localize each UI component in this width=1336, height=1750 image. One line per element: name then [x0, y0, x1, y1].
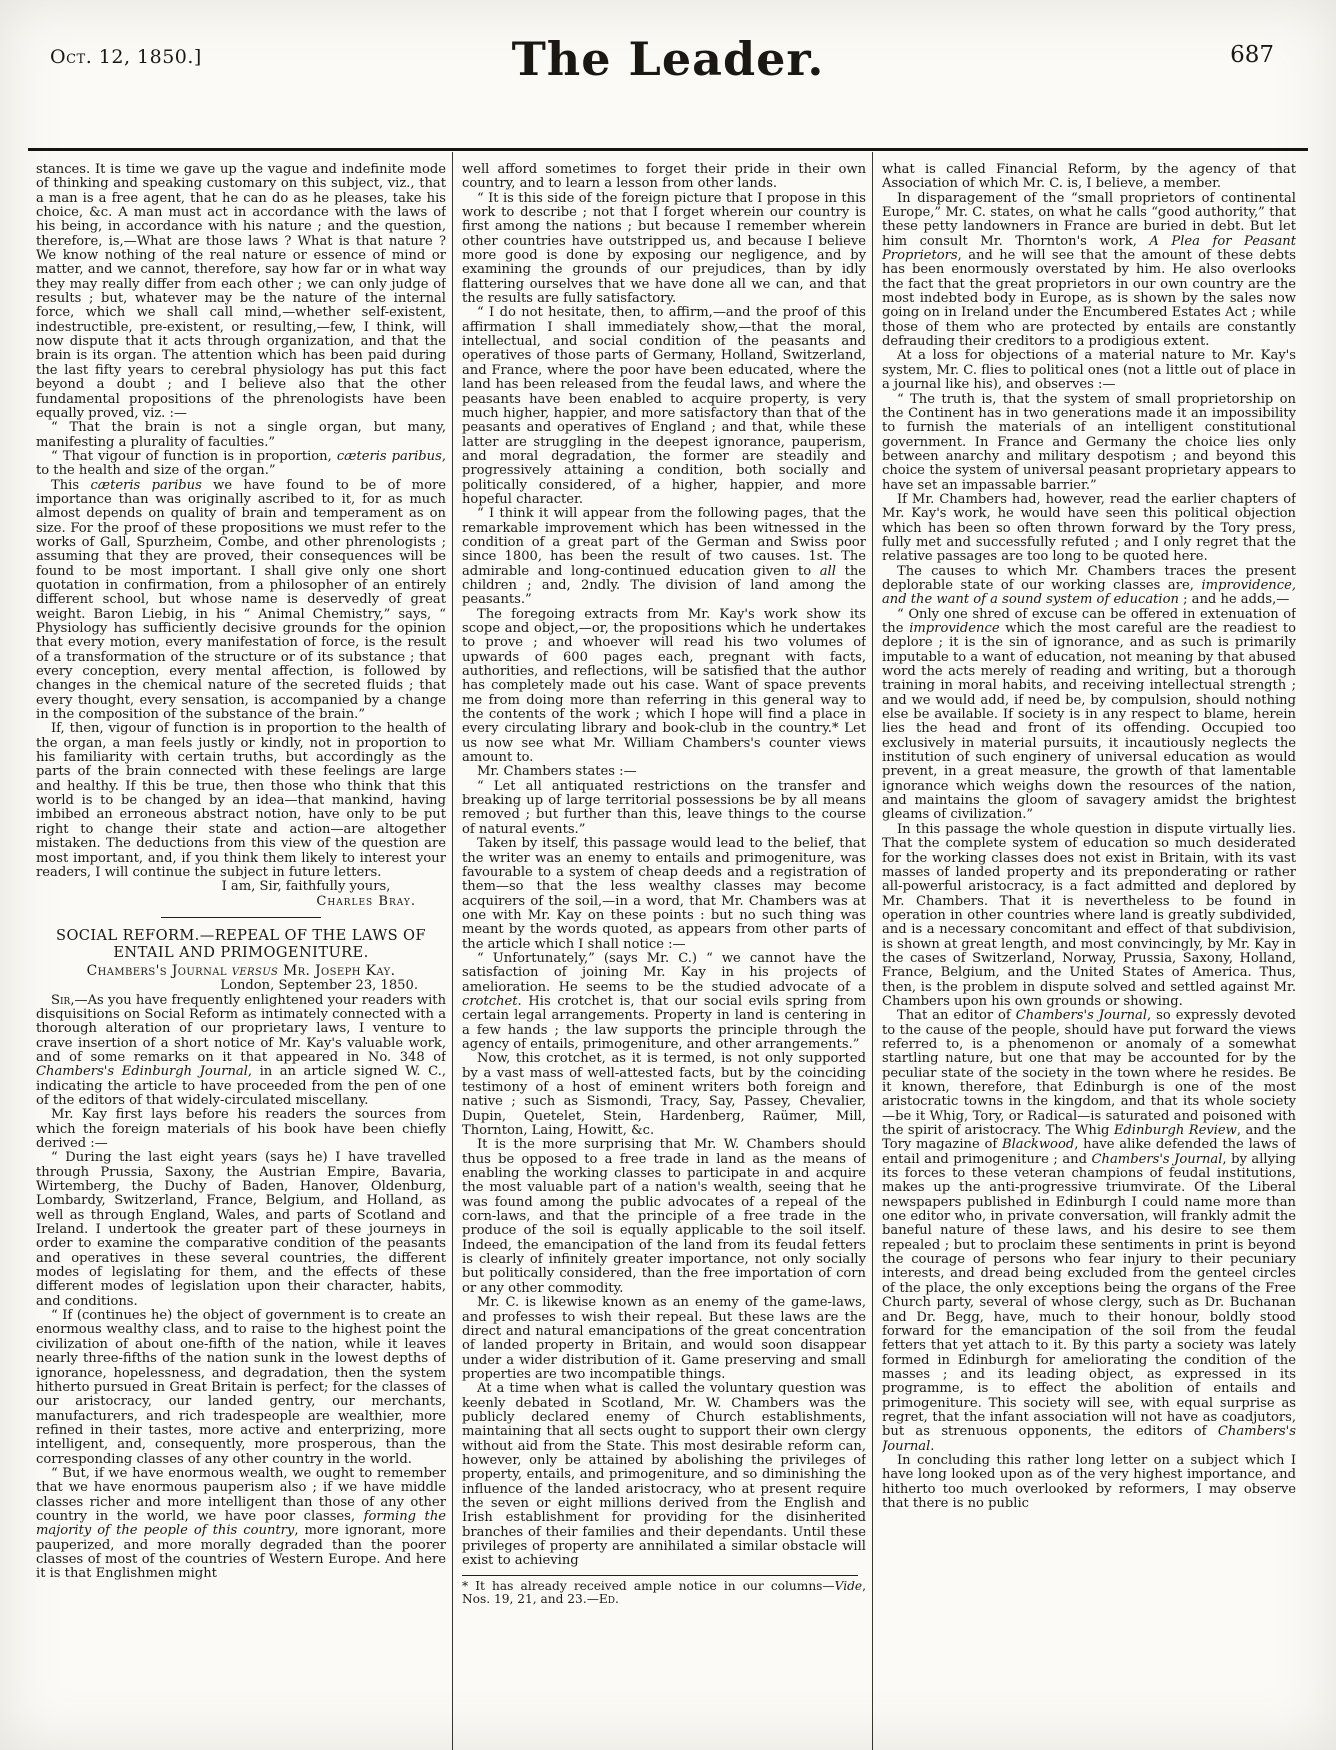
paragraph: “ It is this side of the foreign picture that I propose in this work to describe ; not that I forget wherein our country is first among the nations ; but because I remember wherein other countries have outstripped us, and because I believe more good is done by exposing our negligence, and by examining the grounds of our prejudices, than by idly flattering ourselves that we have done all we can, and that the results are fully satisfactory. [462, 190, 866, 307]
paragraph: The foregoing extracts from Mr. Kay's work show its scope and object,—or, the propositions which he undertakes to prove ; and whoever will read his two volumes of upwards of 600 pages each, pregnant with facts, authorities, and reflections, will be satisfied that the author has completely made out his case. Want of space prevents me from doing more than referring in this general way to the contents of the work ; which I hope will find a place in every circulating library and book-club in the country.* Let us now see what Mr. William Chambers's counter views amount to. [462, 606, 866, 766]
paragraph: “ That vigour of function is in proportion, cæteris paribus, to the health and size of the organ.” [36, 448, 446, 479]
column-1 [36, 163, 446, 1745]
paragraph: “ But, if we have enormous wealth, we ought to remember that we have enormous pauperism also ; if we have middle classes richer and more intelligent than those of any other country in the world, we have poor classes, forming the majority of the people of this country, more ignorant, more pauperized, and more morally degraded than the poorer classes of most of the countries of Western Europe. And here it is that Englishmen might [36, 1465, 446, 1582]
dateline: London, September 23, 1850. [220, 978, 418, 994]
paragraph: “ Unfortunately,” (says Mr. C.) “ we cannot have the satisfaction of joining Mr. Kay in his projects of amelioration. He seems to be the studied advocate of a crotchet. His crotchet is, that our social evils spring from certain legal arrangements. Property in land is centering in a few hands ; the law supports the principle through the agency of entails, primogeniture, and other arrangements.” [462, 950, 866, 1052]
paragraph: That an editor of Chambers's Journal, so expressly devoted to the cause of the people, should have put forward the views referred to, is a phenomenon or anomaly of a somewhat startling nature, but one that may be accounted for by the peculiar state of the society in the town where he resides. Be it known, therefore, that Edinburgh is one of the most aristocratic towns in the kingdom, and that its whole society—be it Whig, Tory, or Radical—is saturated and poisoned with the spirit of aristocracy. The Whig Edinburgh Review, and the Tory magazine of Blackwood, have alike defended the laws of entail and primogeniture ; and Chambers's Journal, by allying its forces to these veteran champions of feudal institutions, makes up the anti-progressive triumvirate. Of the Liberal newspapers published in Edinburgh I could name more than one editor who, in private conversation, will frankly admit the baneful nature of these laws, and his desire to see them repealed ; but to proclaim these sentiments in print is beyond the courage of persons who fear injury to their pecuniary interests, and dread being excluded from the genteel circles of the place, the only exceptions being the organs of the Free Church party, several of whose clergy, such as Dr. Buchanan and Dr. Begg, have, much to their honour, boldly stood forward for the emancipation of the soil from the feudal fetters that yet attach to it. By this party a society was lately formed in Edinburgh for ameliorating the condition of the masses ; and its leading object, as expressed in its programme, is to effect the abolition of entails and primogeniture. This society will see, with equal surprise as regret, that the infant association will not have as coadjutors, but as strenuous opponents, the editors of Chambers's Journal. [882, 1008, 1296, 1454]
paragraph: At a loss for objections of a material nature to Mr. Kay's system, Mr. C. flies to political ones (not a little out of place in a journal like his), and observes :— [882, 348, 1296, 393]
column-divider-right [872, 152, 873, 1750]
paragraph: “ During the last eight years (says he) I have travelled through Prussia, Saxony, the Austrian Empire, Bavaria, Wirtemberg, the Duchy of Baden, Hanover, Oldenburg, Lombardy, Switzerland, France, Belgium, and Holland, as well as through England, Wales, and parts of Scotland and Ireland. I undertook the greater part of these journeys in order to examine the comparative condition of the peasants and operatives in these several countries, the different modes of legislating for them, and the effects of these different modes of legislation upon their character, habits, and conditions. [36, 1150, 446, 1309]
header-rule [28, 148, 1308, 151]
paragraph: what is called Financial Reform, by the agency of that Association of which Mr. C. is, I believe, a member. [882, 163, 1296, 192]
article-subheading: Chambers's Journal versus Mr. Joseph Kay. [86, 962, 396, 979]
footnote-rule [462, 1575, 858, 1576]
article-heading: SOCIAL REFORM.—REPEAL OF THE LAWS OF ENTAIL AND PRIMOGENITURE. [56, 926, 426, 961]
section-divider [161, 917, 321, 918]
paragraph: If, then, vigour of function is in proportion to the health of the organ, a man feels justly or kindly, not in proportion to his familiarity with certain truths, but accordingly as the parts of the brain connected with these feelings are large and healthy. If this be true, then those who think that this world is to be changed by an idea—that mankind, having imbibed an erroneous abstract notion, have only to be put right to change their state and action—are altogether mistaken. The deductions from this view of the question are most important, and, if you think them likely to interest your readers, I will continue the subject in future letters. [36, 721, 446, 880]
paragraph: If Mr. Chambers had, however, read the earlier chapters of Mr. Kay's work, he would have seen this political objection which has been so often thrown forward by the Tory press, fully met and successfully refuted ; and I only regret that the relative passages are too long to be quoted here. [882, 491, 1296, 565]
column-2 [462, 163, 866, 1745]
issue-date: Oct. 12, 1850.] [50, 46, 202, 68]
paragraph: Mr. Chambers states :— [477, 764, 637, 780]
paragraph: Now, this crotchet, as it is termed, is not only supported by a vast mass of well-attested facts, but by the coinciding testimony of a host of eminent writers both foreign and native ; such as Sismondi, Tracy, Say, Passey, Chevalier, Dupin, Quetelet, Stein, Hardenberg, Raümer, Mill, Thornton, Laing, Howitt, &c. [462, 1051, 866, 1139]
paragraph: It is the more surprising that Mr. W. Chambers should thus be opposed to a free trade in land as the means of enabling the working classes to participate in and acquire the most valuable part of a nation's wealth, seeing that he was found among the public advocates of a repeal of the corn-laws, and that the principle of a free trade in the produce of the soil is equally applicable to the soil itself. Indeed, the emancipation of the land from its feudal fetters is clearly of infinitely greater importance, not only socially but politically considered, than the free importation of corn or any other commodity. [462, 1137, 866, 1296]
paragraph: At a time when what is called the voluntary question was keenly debated in Scotland, Mr. W. Chambers was the publicly declared enemy of Church establishments, maintaining that all sects ought to support their own clergy without aid from the State. This most desirable reform can, however, only be attained by abolishing the privileges of property, entails, and primogeniture, and so diminishing the influence of the landed aristocracy, who at present require the seven or eight millions derived from the English and Irish establishment for providing for the disinherited branches of their families and their dependants. Until these privileges of property are annihilated a similar obstacle will exist to achieving [462, 1381, 866, 1569]
paragraph: In this passage the whole question in dispute virtually lies. That the complete system of education so much desiderated for the working classes does not exist in Britain, with its vast masses of landed property and its preponderating or rather all-powerful aristocracy, is a fact admitted and deplored by Mr. Chambers. That it is nevertheless to be found in operation in other countries where land is greatly subdivided, and is a necessary concomitant and effect of that subdivision, is shown at great length, and most convincingly, by Mr. Kay in the cases of Switzerland, Norway, Prussia, Saxony, Holland, France, Belgium, and the United States of America. Thus, then, is the problem in dispute solved and settled against Mr. Chambers upon his own grounds or showing. [882, 821, 1296, 1009]
paragraph: well afford sometimes to forget their pride in their own country, and to learn a lesson from other lands. [462, 163, 866, 192]
paragraph: “ The truth is, that the system of small proprietorship on the Continent has in two generations made it an impossibility to furnish the materials of an intelligent constitutional government. In France and Germany the choice lies only between anarchy and military despotism ; and beyond this choice the system of universal peasant proprietary appears to have set an impassable barrier.” [882, 391, 1296, 493]
paragraph: In concluding this rather long letter on a subject which I have long looked upon as of the very highest importance, and hitherto too much overlooked by reformers, I may observe that there is no public [882, 1452, 1296, 1511]
paragraph: The causes to which Mr. Chambers traces the present deplorable state of our working classes are, improvidence, and the want of a sound system of education ; and he adds,— [882, 563, 1296, 608]
paragraph: In disparagement of the “small proprietors of continental Europe,” Mr. C. states, on what he calls “good authority,” that these petty landowners in France are buried in debt. But let him consult Mr. Thornton's work, A Plea for Peasant Proprietors, and he will see that the amount of these debts has been enormously overstated by him. He also overlooks the fact that the great proprietors in our own country are the most indebted body in Europe, as is shown by the sales now going on in Ireland under the Encumbered Estates Act ; while those of them who are protected by entails are constantly defrauding their creditors to a prodigious extent. [882, 190, 1296, 350]
masthead-title: The Leader. [511, 32, 825, 86]
paragraph: This cæteris paribus we have found to be of more importance than was originally ascribed to it, for as much almost depends on quality of brain and temperament as on size. For the proof of these propositions we must refer to the works of Gall, Spurzheim, Combe, and other phrenologists ; assuming that they are proved, their consequences will be found to be most important. I shall give only one short quotation in confirmation, from a philosopher of an entirely different school, but whose name is deservedly of great weight. Baron Liebig, in his “ Animal Chemistry,” says, “ Physiology has sufficiently decisive grounds for the opinion that every motion, every manifestation of force, is the result of a transformation of the structure or of its substance ; that every conception, every mental affection, is followed by changes in the chemical nature of the secreted fluids ; that every thought, every sensation, is accompanied by a change in the composition of the substance of the brain.” [36, 477, 446, 723]
paragraph: Taken by itself, this passage would lead to the belief, that the writer was an enemy to entails and primogeniture, was favourable to a system of cheap deeds and a registration of them—so that the less wealthy classes may become acquirers of the soil,—in a word, that Mr. Chambers was at one with Mr. Kay on these points : but no such thing was meant by the words quoted, as appears from other parts of the article which I shall notice :— [462, 836, 866, 952]
column-divider-left [452, 152, 453, 1750]
paragraph: stances. It is time we gave up the vague and indefinite mode of thinking and speaking customary on this subject, viz., that a man is a free agent, that he can do as he pleases, take his choice, &c. A man must act in accordance with the laws of his being, in accordance with his nature ; and the question, therefore, is,—What are those laws ? What is that nature ? We know nothing of the real nature or essence of mind or matter, and we cannot, therefore, say how far or in what way they may really differ from each other ; we can only judge of results ; but, whatever may be the nature of the internal force, which we shall call mind,—whether self-existent, indestructible, pre-existent, or resulting,—few, I think, will now dispute that it acts through organization, and that the brain is its organ. The attention which has been paid during the last fifty years to cerebral physiology has put this fact beyond a doubt ; and I believe also that the other fundamental propositions of the phrenologists have been equally proved, viz. :— [36, 163, 446, 421]
paragraph: Mr. C. is likewise known as an enemy of the game-laws, and professes to wish their repeal. But these laws are the direct and natural emancipations of the great concentration of landed property in Britain, and would soon disappear under a wider distribution of it. Game preserving and small properties are two incompatible things. [462, 1295, 866, 1382]
paragraph: “ I do not hesitate, then, to affirm,—and the proof of this affirmation I shall immediately show,—that the moral, intellectual, and social condition of the peasants and operatives of those parts of Germany, Holland, Switzerland, and France, where the poor have been educated, where the land has been released from the feudal laws, and where the peasants have been enabled to acquire property, is very much higher, happier, and more satisfactory than that of the peasants and operatives of England ; and that, while these latter are struggling in the deepest ignorance, pauperism, and moral degradation, the former are steadily and progressively attaining a condition, both socially and politically considered, of a higher, happier, and more hopeful character. [462, 305, 866, 507]
page-number: 687 [1230, 42, 1274, 68]
signature-line: I am, Sir, faithfully yours, [221, 879, 391, 895]
paragraph: “ If (continues he) the object of government is to create an enormous wealthy class, and to raise to the highest point the civilization of about one-fifth of the nation, while it leaves nearly three-fifths of the nation sunk in the lowest depths of ignorance, hopelessness, and degradation, then the system hitherto pursued in Great Britain is perfect; for the classes of our aristocracy, our landed gentry, our merchants, manufacturers, and rich tradespeople are wealthier, more refined in their tastes, more active and enterprizing, more intelligent, and, consequently, more prosperous, than the corresponding classes of any other country in the world. [36, 1308, 446, 1467]
paragraph: Mr. Kay first lays before his readers the sources from which the foreign materials of his book have been chiefly derived :— [36, 1107, 446, 1151]
paragraph: Sir,—As you have frequently enlightened your readers with disquisitions on Social Reform as intimately connected with a thorough alteration of our proprietary laws, I venture to crave insertion of a short notice of Mr. Kay's valuable work, and of some remarks on it that appeared in No. 348 of Chambers's Edinburgh Journal, in an article signed W. C., indicating the article to have proceeded from the pen of one of the editors of that widely-circulated miscellany. [36, 992, 446, 1108]
footnote: * It has already received ample notice in our columns—Vide, Nos. 19, 21, and 23.—Ed. [462, 1578, 866, 1607]
paragraph: “ I think it will appear from the following pages, that the remarkable improvement which has been witnessed in the condition of a great part of the German and Swiss poor since 1800, has been the result of two causes. 1st. The admirable and long-continued education given to all the children ; and, 2ndly. The division of land among the peasants.” [462, 506, 866, 608]
paragraph: “ Let all antiquated restrictions on the transfer and breaking up of large territorial possessions be by all means removed ; but further than this, leave things to the course of natural events.” [462, 778, 866, 837]
paragraph: “ That the brain is not a single organ, but many, manifesting a plurality of faculties.” [36, 420, 446, 450]
paragraph: “ Only one shred of excuse can be offered in extenuation of the improvidence which the most careful are the readiest to deplore ; it is the sin of ignorance, and as such is primarily imputable to a want of education, not meaning by that abused word the acts merely of reading and writing, but a thorough training in moral habits, and receiving intellectual strength ; and we would add, if need be, by compulsion, should nothing else be available. If society is in any respect to blame, herein lies the head and front of its offending. Occupied too exclusively in material pursuits, it incautiously neglects the institution of such enginery of universal education as would prevent, in a great measure, the growth of that lamentable ignorance which weighs down the resources of the nation, and maintains the gloom of savagery amidst the brightest gleams of civilization.” [882, 606, 1296, 823]
signature-name: Charles Bray. [316, 893, 416, 909]
column-3 [882, 163, 1296, 1745]
